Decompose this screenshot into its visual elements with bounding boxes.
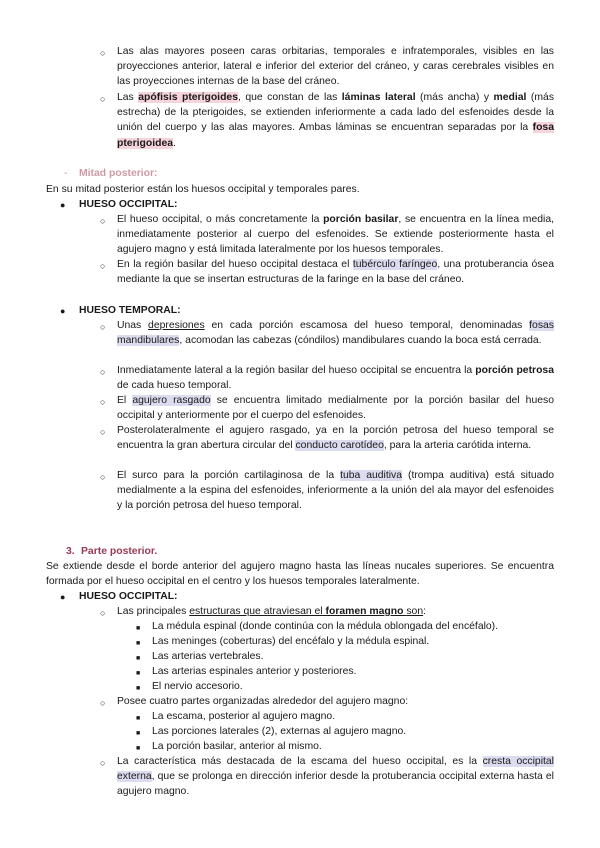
heading-hueso-temporal: HUESO TEMPORAL: xyxy=(79,305,181,316)
term-laminas-lateral: láminas lateral xyxy=(341,92,416,103)
intro-mitad-posterior: En su mitad posterior están los huesos occipital y temporales pares. xyxy=(46,184,360,195)
square-bullet-icon: ■ xyxy=(136,625,141,632)
list-item: Las porciones laterales (2), externas al agujero magno. xyxy=(152,726,407,737)
disc-bullet-icon: ● xyxy=(60,200,66,210)
square-bullet-icon: ■ xyxy=(136,685,141,692)
paragraph-foramen-magno: Las principales estructuras que atraviesan el foramen magno son: xyxy=(117,606,427,617)
subtitle-dash: - xyxy=(64,168,68,179)
paragraph-apofisis-pterigoides: Las apófisis pterigoides, que constan de las láminas lateral (más ancha) y medial (más estrecha) de la pterigoides, se extienden inferiormente a cada lado del esfenoides desde la unión del cuerpo y las alas mayores. Ambas láminas se encuentran separadas por la fosa pterigoidea. xyxy=(117,92,555,149)
circle-bullet-icon: ○ xyxy=(100,472,106,482)
list-item: La médula espinal (donde continúa con la médula oblongada del encéfalo). xyxy=(152,621,499,632)
square-bullet-icon: ■ xyxy=(136,640,141,647)
circle-bullet-icon: ○ xyxy=(100,94,106,104)
square-bullet-icon: ■ xyxy=(136,730,141,737)
term-porcion-petrosa: porción petrosa xyxy=(475,365,554,376)
term-porcion-basilar: porción basilar xyxy=(323,214,399,225)
section-title-parte-posterior: Parte posterior. xyxy=(81,546,158,557)
section-number: 3. xyxy=(66,546,75,557)
term-tuberculo-faringeo: tubérculo faríngeo xyxy=(352,259,438,270)
circle-bullet-icon: ○ xyxy=(100,216,106,226)
term-agujero-rasgado: agujero rasgado xyxy=(132,395,211,406)
paragraph-tuba-auditiva: El surco para la porción cartilaginosa de la tuba auditiva (trompa auditiva) está situado medialmente a la espina del esfenoides, inferiormente a la unión del ala mayor del esfenoides y la porción petrosa del hueso temporal. xyxy=(117,470,554,512)
intro-parte-posterior: Se extiende desde el borde anterior del agujero magno hasta las líneas nucales superiores. Se encuentra formada por el hueso occipital en el centro y los huesos temporales lateralmente. xyxy=(46,561,554,588)
list-item: La porción basilar, anterior al mismo. xyxy=(152,741,322,752)
square-bullet-icon: ■ xyxy=(136,745,141,752)
paragraph-porcion-petrosa: Inmediatamente lateral a la región basilar del hueso occipital se encuentra la porción petrosa de cada hueso temporal. xyxy=(117,365,554,392)
paragraph-cresta-occipital: La característica más destacada de la escama del hueso occipital, es la cresta occipital externa, que se prolonga en dirección inferior desde la protuberancia occipital externa hasta el agujero magno. xyxy=(117,756,554,798)
list-item: Las meninges (coberturas) del encéfalo y la médula espinal. xyxy=(152,636,430,647)
circle-bullet-icon: ○ xyxy=(100,698,106,708)
heading-hueso-occipital: HUESO OCCIPITAL: xyxy=(79,199,178,210)
list-item: La escama, posterior al agujero magno. xyxy=(152,711,336,722)
term-foramen-magno: foramen magno xyxy=(325,606,404,617)
circle-bullet-icon: ○ xyxy=(100,322,106,332)
heading-hueso-occipital: HUESO OCCIPITAL: xyxy=(79,591,178,602)
paragraph-porcion-basilar: El hueso occipital, o más concretamente la porción basilar, se encuentra en la línea media, inmediatamente posterior al cuerpo del esfenoides. Se extiende posteriormente hasta el agujero magno y está limitada lateralmente por los huesos temporales. xyxy=(117,214,554,256)
paragraph-conducto-carotideo: Posterolateralmente el agujero rasgado, ya en la porción petrosa del hueso temporal se encuentra la gran abertura circular del conducto carotídeo, para la arteria carótida interna. xyxy=(117,425,554,452)
circle-bullet-icon: ○ xyxy=(100,758,106,768)
square-bullet-icon: ■ xyxy=(136,715,141,722)
term-fosas-mandibulares: fosas mandibulares xyxy=(117,320,554,347)
circle-bullet-icon: ○ xyxy=(100,261,106,271)
term-estructuras-atraviesan: estructuras que atraviesan el xyxy=(189,606,323,617)
paragraph-fosas-mandibulares: Unas depresiones en cada porción escamosa del hueso temporal, denominadas fosas mandibulares, acomodan las cabezas (cóndilos) mandibulares cuando la boca está cerrada. xyxy=(117,320,554,347)
list-item: Las arterias espinales anterior y posteriores. xyxy=(152,666,357,677)
square-bullet-icon: ■ xyxy=(136,655,141,662)
circle-bullet-icon: ○ xyxy=(100,608,106,618)
term-fosa-pterigoidea: fosa pterigoidea xyxy=(117,122,554,149)
circle-bullet-icon: ○ xyxy=(100,427,106,437)
disc-bullet-icon: ● xyxy=(60,592,66,602)
term-conducto-carotideo: conducto carotídeo xyxy=(295,440,384,452)
list-item: Las arterias vertebrales. xyxy=(152,651,264,662)
circle-bullet-icon: ○ xyxy=(100,367,106,377)
term-son: son xyxy=(406,606,424,617)
term-apofisis-pterigoides: apófisis pterigoides xyxy=(138,92,238,103)
subtitle-mitad-posterior: Mitad posterior: xyxy=(79,168,158,179)
list-item: El nervio accesorio. xyxy=(152,681,243,692)
paragraph-alas-mayores: Las alas mayores poseen caras orbitarias, temporales e infratemporales, visibles en las proyecciones anterior, lateral e inferior del exterior del cráneo, y caras cerebrales visibles en las proyecciones internas de la base del cráneo. xyxy=(117,46,554,88)
paragraph-cuatro-partes: Posee cuatro partes organizadas alrededor del agujero magno: xyxy=(117,696,409,707)
circle-bullet-icon: ○ xyxy=(100,48,106,58)
square-bullet-icon: ■ xyxy=(136,670,141,677)
term-cresta-occipital-externa: cresta occipital externa xyxy=(117,756,554,783)
disc-bullet-icon: ● xyxy=(60,306,66,316)
term-tuba-auditiva: tuba auditiva xyxy=(340,470,403,481)
paragraph-agujero-rasgado: El agujero rasgado se encuentra limitado medialmente por la porción basilar del hueso occipital y anteriormente por el cuerpo del esfenoides. xyxy=(117,395,554,422)
circle-bullet-icon: ○ xyxy=(100,397,106,407)
term-medial: medial xyxy=(493,92,527,103)
term-depresiones: depresiones xyxy=(148,320,205,331)
paragraph-tuberculo-faringeo: En la región basilar del hueso occipital destaca el tubérculo faríngeo, una protuberancia ósea mediante la que se insertan estructuras de la faringe en la base del cráneo. xyxy=(117,259,554,286)
